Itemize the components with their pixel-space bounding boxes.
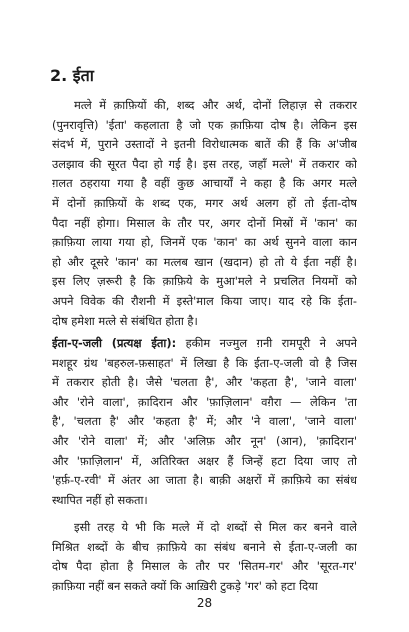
text-line: में दोनों क़ाफ़ियों के शब्द एक, मगर अर्थ अलग हों तो ईता-दोष bbox=[52, 195, 357, 210]
text-line: क़ाफ़िया लाया गया हो, जिनमें एक 'कान' का अर्थ सुनने वाला कान bbox=[52, 235, 357, 250]
text-line: है', 'चलता है' और 'कहता है' में; और 'ने वाला', 'जाने वाला' bbox=[52, 414, 357, 429]
text-line: मिश्रित शब्दों के बीच क़ाफ़िये का संबंध बनाने से ईता-ए-जली का bbox=[52, 539, 357, 554]
text-line: स्थापित नहीं हो सकता। bbox=[52, 492, 148, 507]
text-line: हो और दूसरे 'कान' का मत्लब खान (खदान) हो तो ये ईता नहीं है। bbox=[52, 254, 357, 269]
text-line: 'हर्फ़-ए-रवी' में अंतर आ जाता है। बाक़ी अक्षरों में क़ाफ़िये का संबंध bbox=[52, 473, 357, 488]
section-heading: 2. ईता bbox=[50, 66, 94, 85]
paragraph-ita-definition bbox=[52, 96, 357, 331]
text-line-rest: हकीम नज्मुल ग़नी रामपूरी ने अपने bbox=[176, 336, 357, 350]
text-line: दोष पैदा होता है मिसाल के तौर पर 'सितम-गर' और 'सूरत-गर' bbox=[52, 559, 357, 574]
text-line: दोष हमेशा मत्ले से संबंधित होता है। bbox=[52, 313, 198, 328]
text-line: में तकरार होती है। जैसे 'चलता है', और 'कहता है', 'जाने वाला' bbox=[52, 375, 357, 390]
text-line: और 'रोने वाला' में; और 'अलिफ़ और नून' (आन), 'क़ादिरान' bbox=[52, 433, 357, 448]
text-line: इस लिए ज़रूरी है कि क़ाफ़िये के मुआ'मले ने प्रचलित नियमों को bbox=[52, 274, 357, 289]
text-line bbox=[52, 334, 357, 354]
paragraph-compound-words bbox=[52, 518, 357, 596]
text-line: पैदा नहीं होगा। मिसाल के तौर पर, अगर दोनों मिस्रों में 'कान' का bbox=[52, 215, 357, 230]
text-line: ग़लत ठहराया गया है वहीं कुछ आचार्यों ने कहा है कि अगर मत्ले bbox=[52, 176, 357, 191]
text-line: अपने विवेक की रौशनी में इस्ते'माल किया जाए। याद रहे कि ईता- bbox=[52, 293, 357, 308]
text-line: मशहूर ग्रंथ 'बहरुल-फ़साहत' में लिखा है कि ईता-ए-जली वो है जिस bbox=[52, 355, 357, 370]
text-line: और 'रोने वाला', क़ादिरान और 'फ़ाज़िलान' वग़ैरा — लेकिन 'ता bbox=[52, 394, 357, 409]
text-line: और 'फ़ाज़िलान' में, अतिरिक्त अक्षर हैं जिन्हें हटा दिया जाए तो bbox=[52, 453, 357, 468]
paragraph-lead: ईता-ए-जली (प्रत्यक्ष ईता): bbox=[52, 336, 177, 350]
text-line: इसी तरह ये भी कि मत्ले में दो शब्दों से मिल कर बनने वाले bbox=[74, 520, 357, 534]
text-line: उलझाव की सूरत पैदा हो गई है। इस तरह, जहाँ मत्ले' में तकरार को bbox=[52, 156, 357, 171]
text-line: मत्ले में क़ाफ़ियों की, शब्द और अर्थ, दोनों लिहाज़ से तकरार bbox=[74, 98, 357, 112]
text-line: क़ाफ़िया नहीं बन सकते क्यों कि आख़िरी टुकड़े 'गर' को हटा दिया bbox=[52, 578, 318, 593]
text-line: संदर्भ में, पुराने उस्तादों ने इतनी विरोधात्मक बातें की हैं कि अ'जीब bbox=[52, 137, 357, 152]
paragraph-ita-e-jali bbox=[52, 334, 357, 510]
page-number: 28 bbox=[196, 596, 213, 610]
text-line: (पुनरावृत्ति) 'ईता' कहलाता है जो एक क़ाफ़िया दोष है। लेकिन इस bbox=[52, 117, 357, 132]
